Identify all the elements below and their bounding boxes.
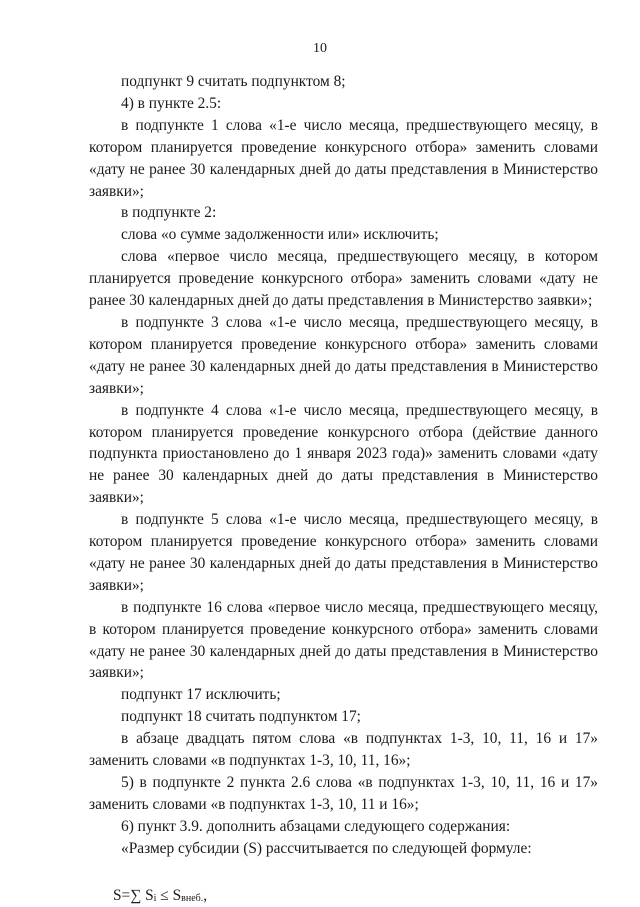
paragraph: подпункт 18 считать подпунктом 17; <box>121 708 361 726</box>
formula-relation: ≤ <box>156 886 173 904</box>
formula-term: S <box>145 886 154 904</box>
paragraph: подпункт 17 исключить; <box>121 686 281 704</box>
paragraph: в подпункте 5 слова «1-е число месяца, предшествующего месяцу, в котором планируется проведение конкурсного отбора» заменить словами «дату не ранее 30 календарных дней до даты представления в Министерство заявки»; <box>89 511 598 594</box>
formula-sum-sign: ∑ <box>130 886 142 904</box>
paragraph: в подпункте 2: <box>121 204 217 222</box>
formula-bound-subscript: внеб. <box>181 892 204 904</box>
formula-lhs: S= <box>113 886 131 904</box>
paragraph: в подпункте 16 слова «первое число месяца, предшествующего месяцу, в котором планируется проведение конкурсного отбора» заменить словами «дату не ранее 30 календарных дней до даты представления в Министерство заявки»; <box>89 598 598 682</box>
paragraph: 4) в пункте 2.5: <box>121 94 222 112</box>
paragraph: в подпункте 4 слова «1-е число месяца, предшествующего месяцу, в котором планируется проведение конкурсного отбора (действие данного подпункта приостановлено до 1 января 2023 года)» заменить словами «дату не ранее 30 календарных дней до даты представления в Министерство заявки»; <box>89 401 598 507</box>
formula-term-subscript: i <box>153 892 157 904</box>
formula-trailing: , <box>203 886 208 904</box>
subsidy-formula <box>89 885 598 907</box>
formula-bound: S <box>172 886 182 904</box>
paragraph: 6) пункт 3.9. дополнить абзацами следующего содержания: <box>121 817 511 835</box>
paragraph: в подпункте 1 слова «1-е число месяца, предшествующего месяцу, в котором планируется проведение конкурсного отбора» заменить словами «дату не ранее 30 календарных дней до даты представления в Министерство заявки»; <box>89 116 598 200</box>
paragraph: в абзаце двадцать пятом слова «в подпунктах 1-3, 10, 11, 16 и 17» заменить словами «в подпунктах 1-3, 10, 11, 16»; <box>89 730 598 770</box>
paragraph: слова «о сумме задолженности или» исключить; <box>121 226 439 244</box>
page-number: 10 <box>313 41 327 56</box>
document-body <box>89 71 598 907</box>
paragraph: подпункт 9 считать подпунктом 8; <box>121 73 346 90</box>
paragraph: «Размер субсидии (S) рассчитывается по следующей формуле: <box>121 839 532 857</box>
paragraph: слова «первое число месяца, предшествующего месяцу, в котором планируется проведение конкурсного отбора» заменить словами «дату не ранее 30 календарных дней до даты представления в Министерство заявки»; <box>89 248 598 310</box>
paragraph: в подпункте 3 слова «1-е число месяца, предшествующего месяцу, в котором планируется проведение конкурсного отбора» заменить словами «дату не ранее 30 календарных дней до даты представления в Министерство заявки»; <box>89 313 598 397</box>
paragraph: 5) в подпункте 2 пункта 2.6 слова «в подпунктах 1-3, 10, 11, 16 и 17» заменить словами «в подпунктах 1-3, 10, 11 и 16»; <box>89 774 598 813</box>
